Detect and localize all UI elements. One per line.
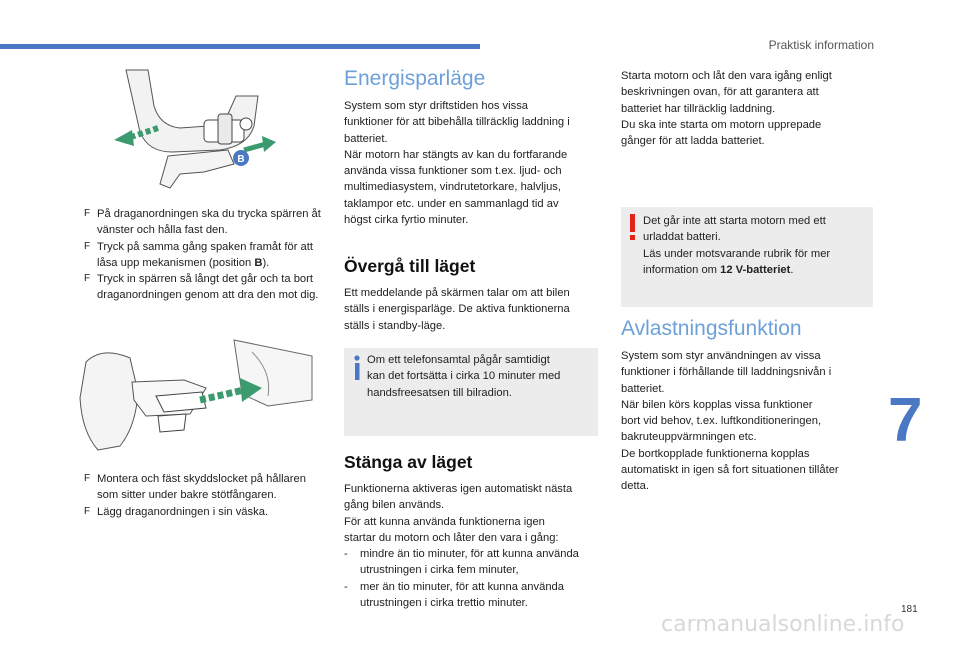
towbar-removal-illustration xyxy=(108,66,298,194)
load-shedding-text: System som styr användningen av vissa funktioner i förhållande till laddningsnivån i batteriet. När bilen körs kopplas vissa funktioner bort vid behov, t.ex. luftkonditioneringen, bakruteuppvärmningen etc. De bortkopplade funktionerna kopplas automatiskt in igen så fort situationen tillåter detta. xyxy=(621,350,839,493)
instructions-list-top xyxy=(84,206,324,304)
page-number: 181 xyxy=(901,604,918,615)
position-b-label: B xyxy=(237,154,245,165)
load-shedding-title: Avlastningsfunktion xyxy=(621,317,802,340)
restart-advice-text: Starta motorn och låt den vara igång enligt beskrivningen ovan, för att garantera att batteriet har tillräcklig laddning. Du ska inte starta om motorn upprepade gånger för att ladda batteriet. xyxy=(621,70,832,148)
instructions-list-bottom xyxy=(84,471,324,520)
section-disable-mode-text: Funktionerna aktiveras igen automatiskt nästa gång bilen används. För att kunna använda funktionerna igen startar du motorn och låter den vara i gång: xyxy=(344,483,573,544)
info-text: Om ett telefonsamtal pågår samtidigt kan det fortsätta i cirka 10 minuter med handsfreesatsen till bilradion. xyxy=(367,354,561,399)
list-item: F På draganordningen ska du trycka spärren åt vänster och hålla fast den. xyxy=(84,208,321,237)
list-item: F Tryck på samma gång spaken framåt för att låsa upp mekanismen (position B). xyxy=(84,240,313,269)
warning-icon xyxy=(627,213,639,241)
protective-cover-illustration xyxy=(72,336,320,454)
energy-saving-intro: System som styr driftstiden hos vissa funktioner för att bibehålla tillräcklig laddning i batteriet. När motorn har stängts av kan du fortfarande använda vissa funktioner som t.ex. ljud- och multimediasystem, vindrutetorkare, halvljus, taklampor etc. under en sammanlagd tid av högst cirka fyrtio minuter. xyxy=(344,100,570,227)
chapter-number: 7 xyxy=(888,386,923,455)
list-item: F Lägg draganordningen i sin väska. xyxy=(84,505,269,518)
section-disable-mode-title: Stänga av läget xyxy=(344,452,473,472)
list-item: - mer än tio minuter, för att kunna använda utrustningen i cirka trettio minuter. xyxy=(344,580,564,610)
section-header: Praktisk information xyxy=(768,38,874,52)
warning-box xyxy=(621,207,873,307)
warning-text: Det går inte att starta motorn med ett urladdat batteri. Läs under motsvarande rubrik för mer information om 12 V-batteriet. xyxy=(643,215,831,276)
energy-saving-title: Energisparläge xyxy=(344,67,486,90)
header-accent-bar xyxy=(0,44,480,49)
info-box xyxy=(344,348,598,436)
info-icon xyxy=(352,354,364,382)
list-item: F Montera och fäst skyddslocket på hållaren som sitter under bakre stötfångaren. xyxy=(84,473,306,502)
section-enter-mode-text: Ett meddelande på skärmen talar om att bilen ställs i energisparläge. De aktiva funktionerna ställs i standby-läge. xyxy=(344,287,570,332)
list-item: F Tryck in spärren så långt det går och ta bort draganordningen genom att dra den mot dig. xyxy=(84,273,319,302)
section-disable-mode-body xyxy=(344,481,604,611)
battery-reference: 12 V-batteriet xyxy=(720,263,791,276)
section-enter-mode-title: Övergå till läget xyxy=(344,256,476,276)
list-item: - mindre än tio minuter, för att kunna använda utrustningen i cirka fem minuter, xyxy=(344,548,579,577)
watermark: carmanualsonline.info xyxy=(661,612,905,637)
